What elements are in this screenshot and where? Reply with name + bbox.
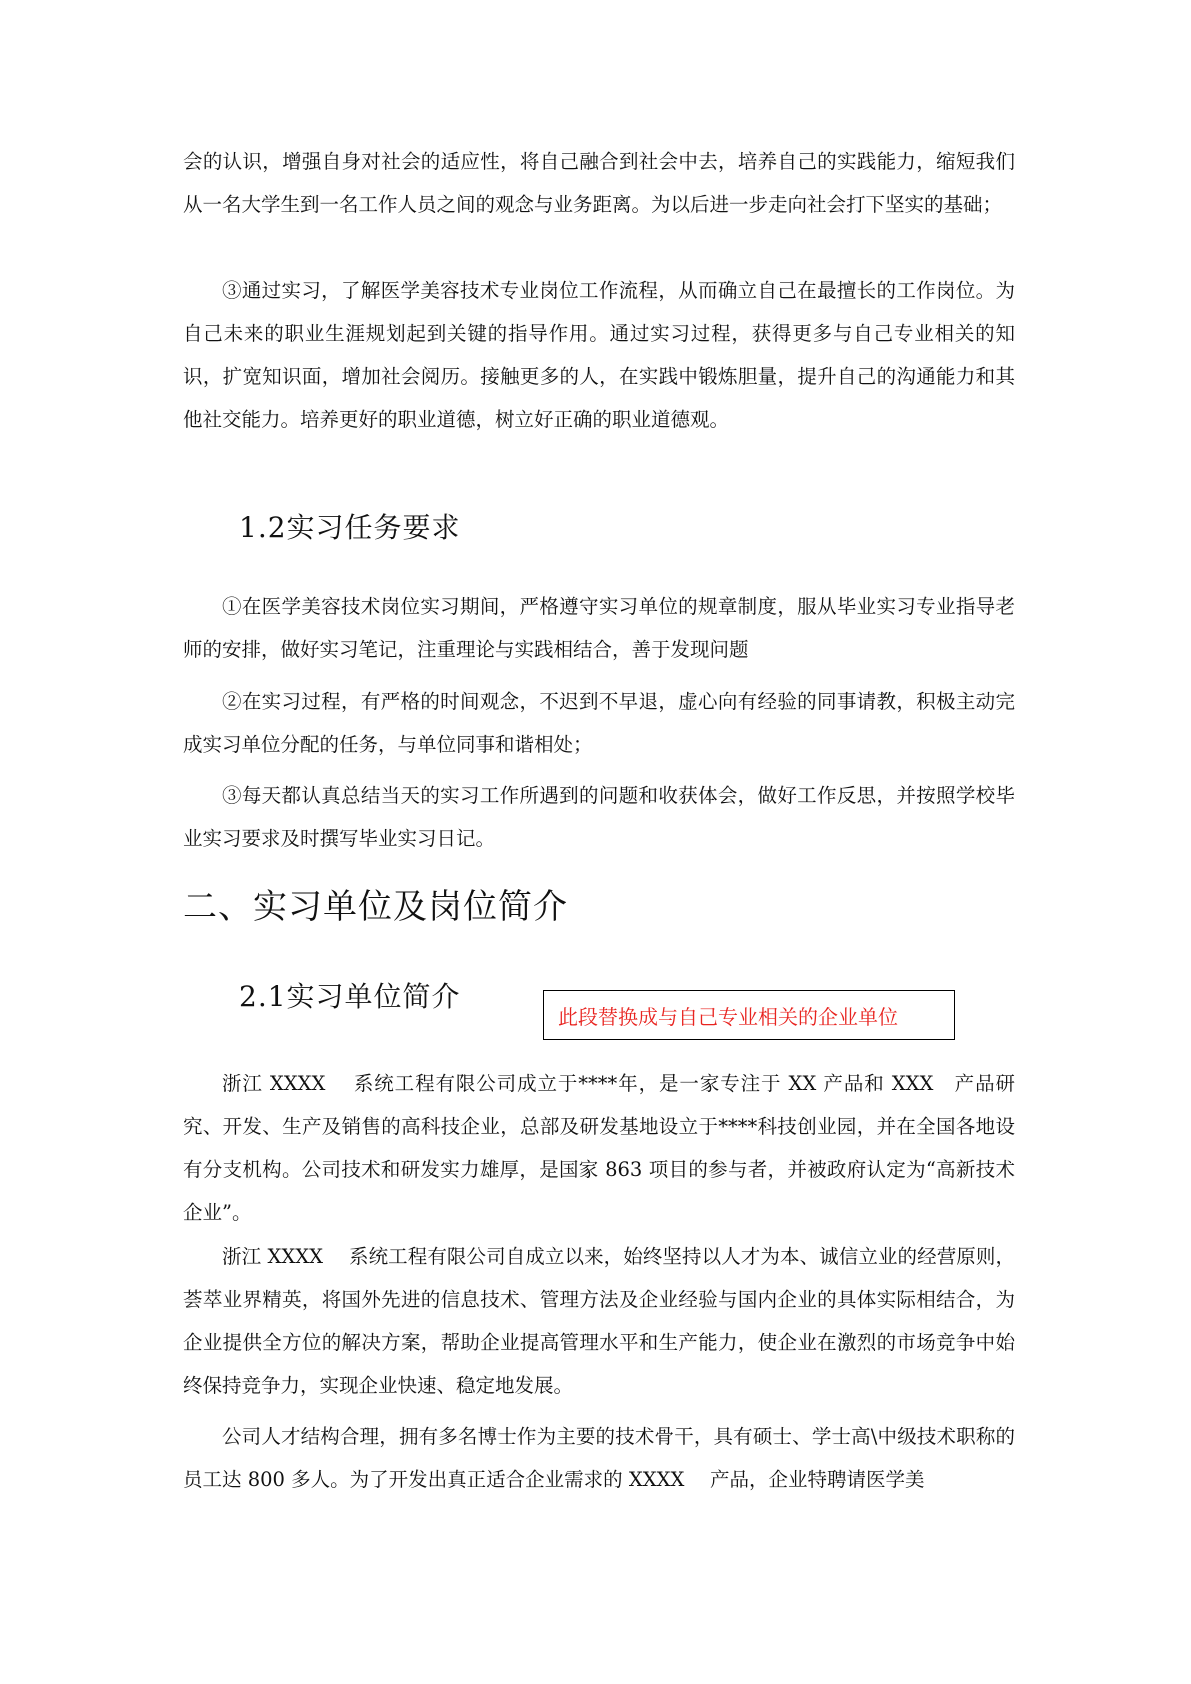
paragraph-requirement-3: ③每天都认真总结当天的实习工作所遇到的问题和收获体会，做好工作反思，并按照学校毕业实习要求及时撰写毕业实习日记。 xyxy=(183,784,1015,850)
paragraph-internship-goal-3: ③通过实习，了解医学美容技术专业岗位工作流程，从而确立自己在最擅长的工作岗位。为自己未来的职业生涯规划起到关键的指导作用。通过实习过程，获得更多与自己专业相关的知识，扩宽知识面，增加社会阅历。接触更多的人，在实践中锻炼胆量，提升自己的沟通能力和其他社交能力。培养更好的职业道德，树立好正确的职业道德观。 xyxy=(183,279,1015,431)
paragraph-company-talent: 公司人才结构合理，拥有多名博士作为主要的技术骨干，具有硕士、学士高\中级技术职称的员工达 800 多人。为了开发出真正适合企业需求的 XXXX 产品，企业特聘请医学美 xyxy=(183,1425,1015,1491)
paragraph-company-intro: 浙江 XXXX 系统工程有限公司成立于****年，是一家专注于 XX 产品和 XXX 产品研究、开发、生产及销售的高科技企业，总部及研发基地设立于****科技创业园，并在全国各地设有分支机构。公司技术和研发实力雄厚，是国家 863 项目的参与者，并被政府认定为“高新技术企业”。 xyxy=(183,1072,1015,1224)
paragraph-requirement-2: ②在实习过程，有严格的时间观念，不迟到不早退，虚心向有经验的同事请教，积极主动完成实习单位分配的任务，与单位同事和谐相处； xyxy=(183,690,1015,756)
heading-2-1-unit-intro: 2.1实习单位简介 xyxy=(239,980,461,1013)
replacement-note-text: 此段替换成与自己专业相关的企业单位 xyxy=(558,1004,898,1029)
heading-1-2-task-requirements: 1.2实习任务要求 xyxy=(239,511,461,544)
replacement-note-box xyxy=(543,990,955,1040)
paragraph-company-philosophy: 浙江 XXXX 系统工程有限公司自成立以来，始终坚持以人才为本、诚信立业的经营原则，荟萃业界精英，将国外先进的信息技术、管理方法及企业经验与国内企业的具体实际相结合，为企业提供全方位的解决方案，帮助企业提高管理水平和生产能力，使企业在激烈的市场竞争中始终保持竞争力，实现企业快速、稳定地发展。 xyxy=(183,1245,1015,1397)
heading-2-unit-and-position: 二、实习单位及岗位简介 xyxy=(183,887,568,927)
paragraph-requirement-1: ①在医学美容技术岗位实习期间，严格遵守实习单位的规章制度，服从毕业实习专业指导老师的安排，做好实习笔记，注重理论与实践相结合，善于发现问题 xyxy=(183,595,1015,661)
paragraph-social-adaptation: 会的认识，增强自身对社会的适应性，将自己融合到社会中去，培养自己的实践能力，缩短我们从一名大学生到一名工作人员之间的观念与业务距离。为以后进一步走向社会打下坚实的基础； xyxy=(183,150,1015,216)
